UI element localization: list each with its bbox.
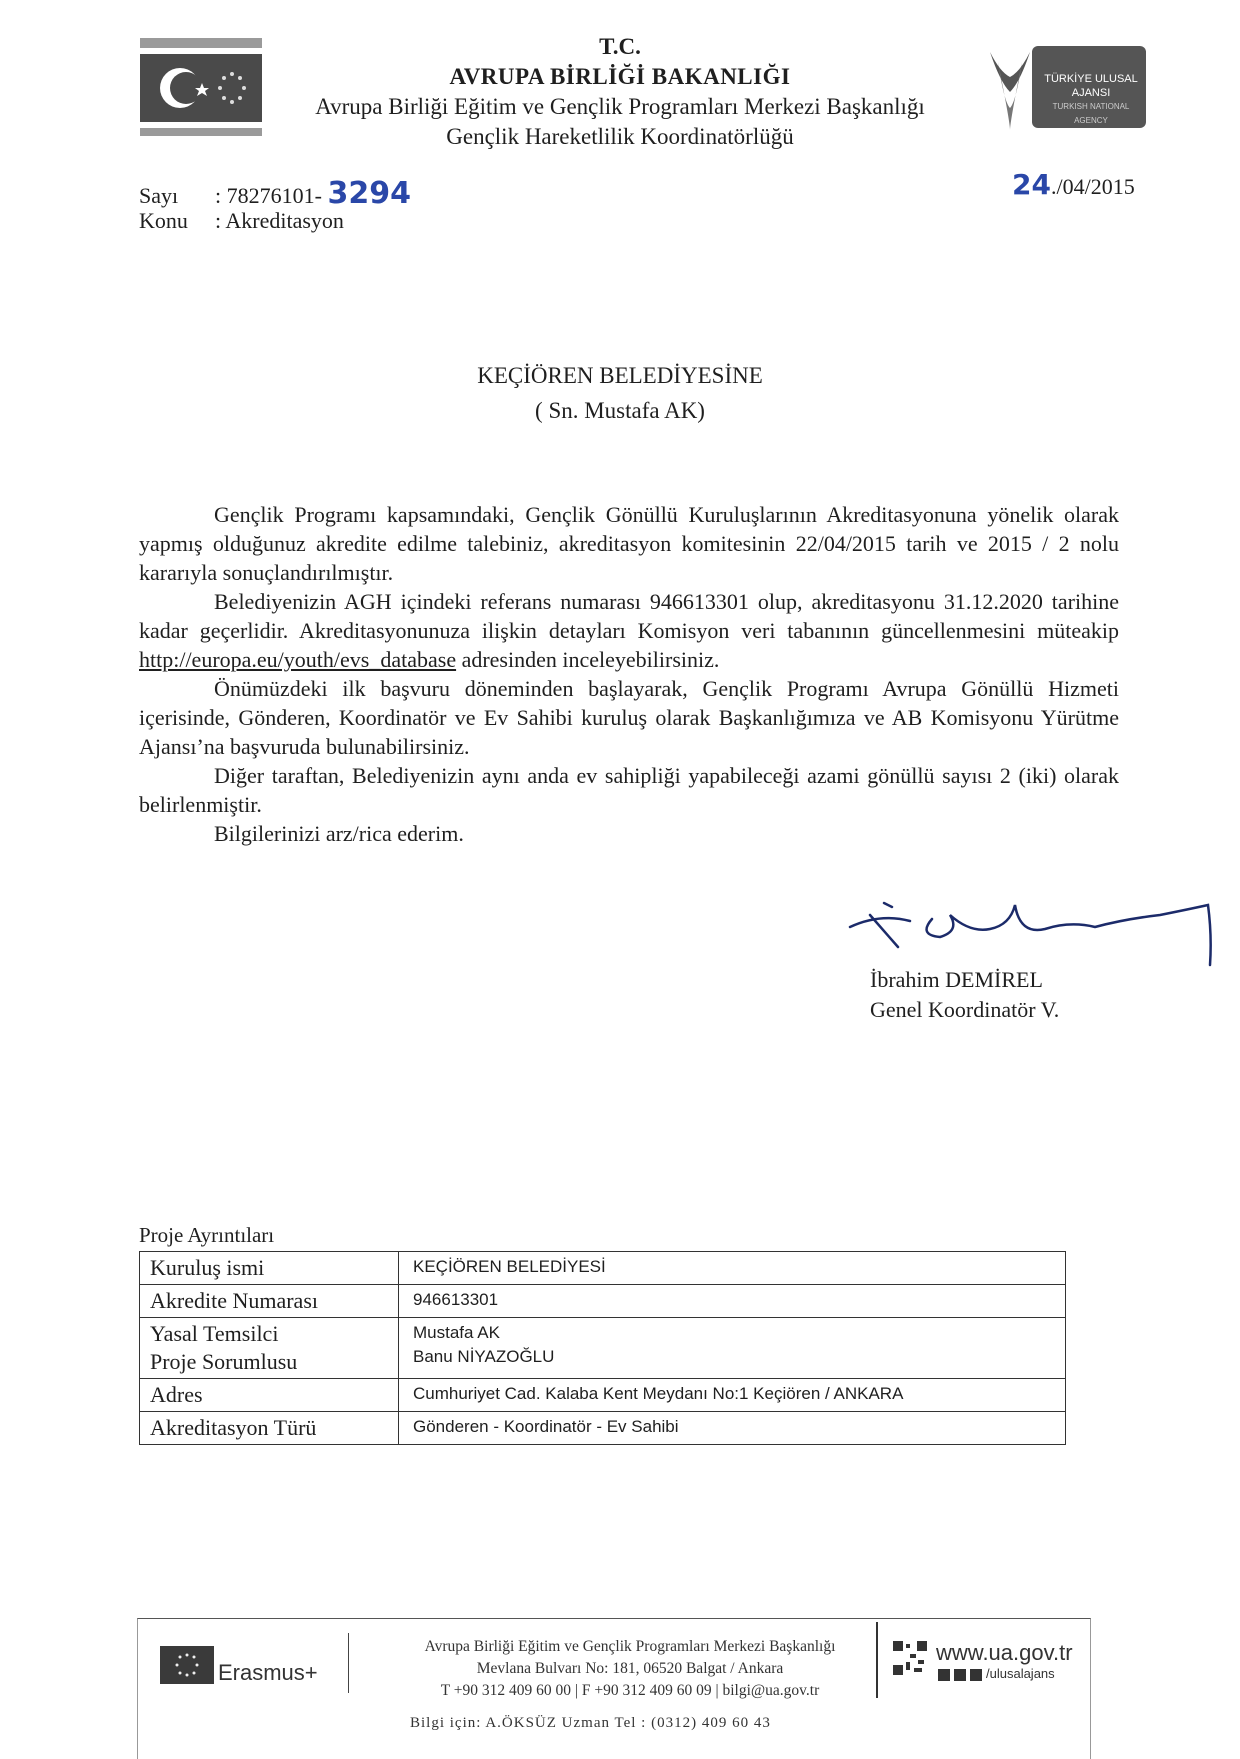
footer-org: Avrupa Birliği Eğitim ve Gençlik Programları Merkezi Başkanlığı (424, 1638, 836, 1655)
row-value: Gönderen - Koordinatör - Ev Sahibi (399, 1412, 1066, 1445)
website-link[interactable]: www.ua.gov.tr (936, 1640, 1073, 1665)
document-number (139, 176, 411, 211)
qr-code-icon (892, 1640, 928, 1676)
konu-label: Konu (139, 208, 188, 233)
document-subject (139, 208, 344, 234)
paragraph-2: Belediyenizin AGH içindeki referans numarası 946613301 olup, akreditasyonu 31.12.2020 tarihine kadar geçerlidir. Akreditasyonunuza ilişkin detayları Komisyon veri tabanının güncellenmesini müteakip http://europa.eu/youth/evs_database adresinden inceleyebilirsiniz. (139, 589, 1119, 672)
row-key: Adres (140, 1379, 399, 1412)
table-row (140, 1252, 1066, 1285)
national-agency-logo-icon (980, 42, 1148, 136)
sayi-value: : 78276101- (215, 183, 322, 208)
row-value: KEÇİÖREN BELEDİYESİ (399, 1252, 1066, 1285)
header-tc: T.C. (599, 34, 641, 59)
social-links (938, 1666, 1055, 1681)
ministry-logo-icon (140, 38, 262, 144)
social-handle: /ulusalajans (986, 1666, 1055, 1681)
footer-contact (380, 1636, 880, 1702)
paragraph-5: Bilgilerinizi arz/rica ederim. (214, 821, 464, 846)
addressee-person: ( Sn. Mustafa AK) (535, 398, 705, 423)
signatory (870, 965, 1059, 1025)
signatory-name: İbrahim DEMİREL (870, 967, 1043, 992)
row-key: Kuruluş ismi (140, 1252, 399, 1285)
signatory-title: Genel Koordinatör V. (870, 997, 1060, 1022)
table-row (140, 1318, 1066, 1379)
sayi-label: Sayı (139, 183, 179, 208)
letterhead (260, 32, 980, 152)
footer-address: Mevlana Bulvarı No: 181, 06520 Balgat / Ankara (476, 1660, 784, 1677)
date-printed: ./04/2015 (1050, 174, 1135, 199)
paragraph-3: Önümüzdeki ilk başvuru döneminden başlayarak, Gençlik Programı Avrupa Gönüllü Hizmeti içerisinde, Gönderen, Koordinatör ve Ev Sahibi kuruluş olarak Başkanlığımıza ve AB Komisyonu Yürütme Ajansı’na başvuruda bulunabilirsiniz. (139, 676, 1119, 759)
row-value: Cumhuriyet Cad. Kalaba Kent Meydanı No:1 Keçiören / ANKARA (399, 1379, 1066, 1412)
agency-logo-text: TÜRKİYE ULUSAL AJANSI (1044, 73, 1138, 99)
footer-divider-right (876, 1622, 878, 1698)
footer-contact-person: Bilgi için: A.ÖKSÜZ Uzman Tel : (0312) 409 60 43 (410, 1715, 771, 1731)
paragraph-4: Diğer taraftan, Belediyenizin aynı anda ev sahipliği yapabileceği azami gönüllü sayısı 2 (iki) olarak belirlenmiştir. (139, 763, 1119, 817)
row-value: Mustafa AK Banu NİYAZOĞLU (399, 1318, 1066, 1379)
konu-value: : Akreditasyon (215, 208, 344, 233)
row-value: 946613301 (399, 1285, 1066, 1318)
document-date (1012, 168, 1135, 201)
table-caption: Proje Ayrıntıları (139, 1223, 275, 1247)
row-key: Yasal Temsilci Proje Sorumlusu (140, 1318, 399, 1379)
date-handwritten: 24 (1012, 168, 1051, 201)
erasmus-logo-text: Erasmus+ (218, 1660, 318, 1685)
table-row (140, 1412, 1066, 1445)
paragraph-1: Gençlik Programı kapsamındaki, Gençlik Gönüllü Kuruluşlarının Akreditasyonuna yönelik olarak yapmış olduğunuz akredite edilme talebiniz, akreditasyon komitesinin 22/04/2015 tarih ve 2015 / 2 nolu kararıyla sonuçlandırılmıştır. (139, 502, 1119, 585)
letter-body (139, 500, 1119, 848)
footer-phone: T +90 312 409 60 00 | F +90 312 409 60 09 | bilgi@ua.gov.tr (440, 1682, 820, 1699)
evs-database-link[interactable]: http://europa.eu/youth/evs_database (139, 647, 457, 672)
twitter-icon[interactable] (954, 1669, 966, 1681)
agency-logo-subtext: TURKISH NATIONAL AGENCY (1052, 102, 1130, 125)
sayi-handwritten: 3294 (327, 176, 411, 211)
addressee-institution: KEÇİÖREN BELEDİYESİNE (477, 363, 763, 388)
table-row (140, 1285, 1066, 1318)
table-row (140, 1379, 1066, 1412)
header-ministry: AVRUPA BİRLİĞİ BAKANLIĞI (449, 64, 791, 89)
row-key: Akreditasyon Türü (140, 1412, 399, 1445)
header-center: Avrupa Birliği Eğitim ve Gençlik Programları Merkezi Başkanlığı (315, 94, 925, 119)
facebook-icon[interactable] (938, 1669, 950, 1681)
footer-divider (348, 1633, 349, 1693)
project-details-table (139, 1251, 1066, 1445)
youtube-icon[interactable] (970, 1669, 982, 1681)
eu-flag-icon (160, 1646, 214, 1684)
row-key: Akredite Numarası (140, 1285, 399, 1318)
header-coordination: Gençlik Hareketlilik Koordinatörlüğü (446, 124, 794, 149)
